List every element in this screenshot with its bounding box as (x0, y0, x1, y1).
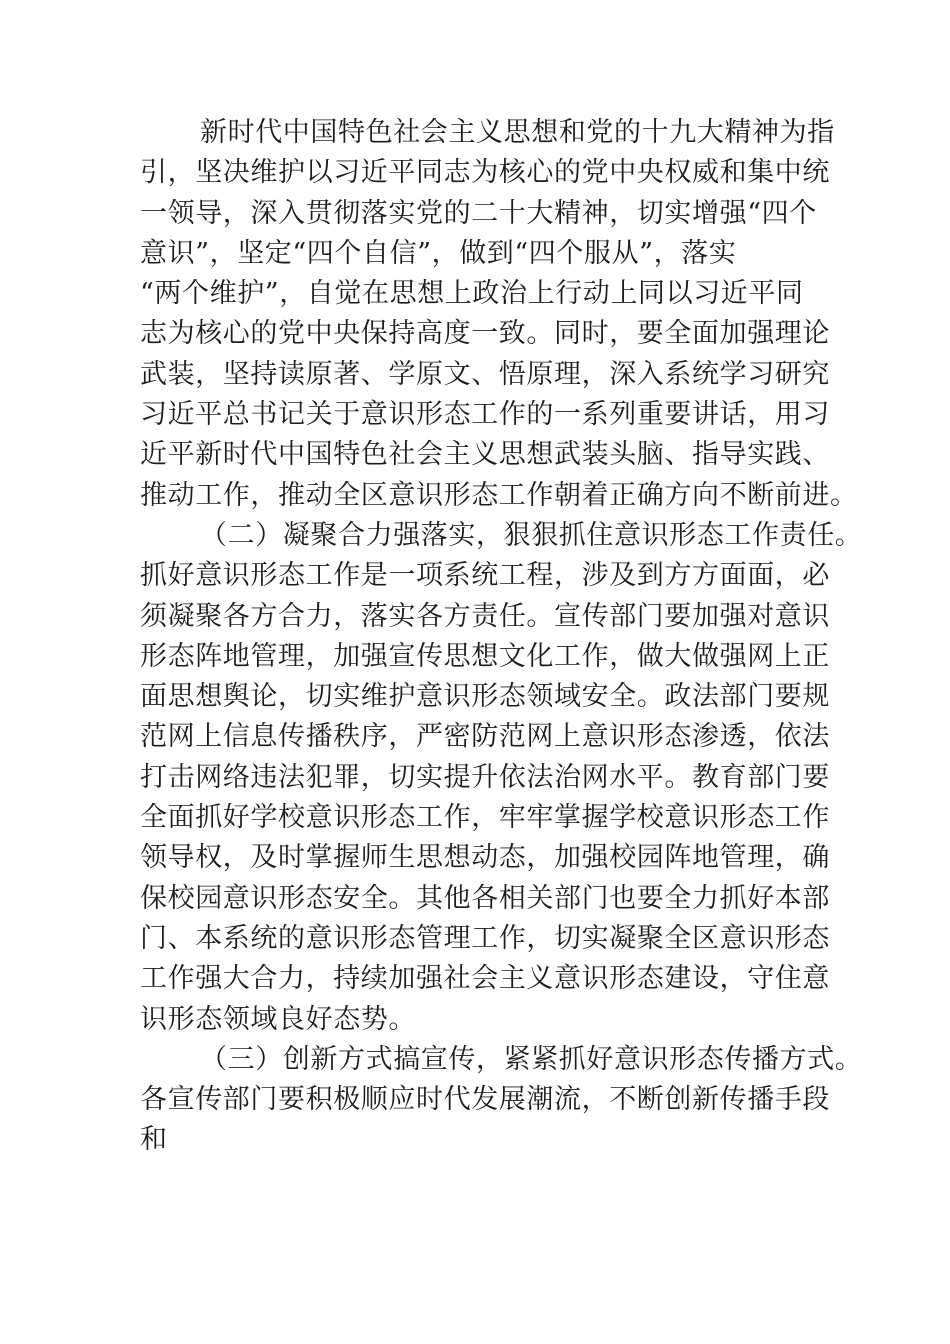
paragraph-line: 新时代中国特色社会主义思想和党的十九大精神为指 (200, 117, 835, 148)
paragraph-line: 习近平总书记关于意识形态工作的一系列重要讲话，用习 (140, 399, 830, 431)
paragraph-line: 和 (140, 1124, 168, 1156)
paragraph-line: 面思想舆论，切实维护意识形态领域安全。政法部门要规 (140, 681, 830, 713)
document-body (140, 113, 863, 1161)
paragraph-line: 近平新时代中国特色社会主义思想武装头脑、指导实践、 (140, 439, 830, 471)
paragraph-line: 引，坚决维护以习近平同志为核心的党中央权威和集中统 (140, 157, 830, 189)
paragraph-line: 志为核心的党中央保持高度一致。同时，要全面加强理论 (140, 318, 830, 350)
paragraph-line: 抓好意识形态工作是一项系统工程，涉及到方方面面，必 (140, 560, 830, 592)
paragraph-line: 打击网络违法犯罪，切实提升依法治网水平。教育部门要 (140, 761, 830, 793)
paragraph-line: 各宣传部门要积极顺应时代发展潮流，不断创新传播手段 (140, 1084, 830, 1116)
paragraph-line: 意识”，坚定“四个自信”，做到“四个服从”，落实 (140, 237, 737, 269)
paragraph-line: 全面抓好学校意识形态工作，牢牢掌握学校意识形态工作 (140, 802, 830, 834)
paragraph-line: 门、本系统的意识形态管理工作，切实凝聚全区意识形态 (140, 922, 830, 954)
paragraph-line: 推动工作，推动全区意识形态工作朝着正确方向不断前进。 (140, 479, 858, 511)
section-heading: （二）凝聚合力强落实，狠狠抓住意识形态工作责任。 (200, 519, 863, 551)
paragraph-line: 识形态领域良好态势。 (140, 1003, 416, 1035)
paragraph-line: 工作强大合力，持续加强社会主义意识形态建设，守住意 (140, 963, 830, 995)
paragraph-line: 领导权，及时掌握师生思想动态，加强校园阵地管理，确 (140, 842, 830, 874)
paragraph-line: 形态阵地管理，加强宣传思想文化工作，做大做强网上正 (140, 640, 830, 672)
section-heading: （三）创新方式搞宣传，紧紧抓好意识形态传播方式。 (200, 1043, 863, 1075)
paragraph-line: 保校园意识形态安全。其他各相关部门也要全力抓好本部 (140, 882, 830, 914)
paragraph-line: 武装，坚持读原著、学原文、悟原理，深入系统学习研究 (140, 358, 830, 390)
paragraph-line: 范网上信息传播秩序，严密防范网上意识形态渗透，依法 (140, 721, 830, 753)
paragraph-line: 须凝聚各方合力，落实各方责任。宣传部门要加强对意识 (140, 600, 830, 632)
paragraph-line: “两个维护”，自觉在思想上政治上行动上同以习近平同 (140, 278, 804, 310)
paragraph-line: 一领导，深入贯彻落实党的二十大精神，切实增强“四个 (140, 197, 817, 229)
